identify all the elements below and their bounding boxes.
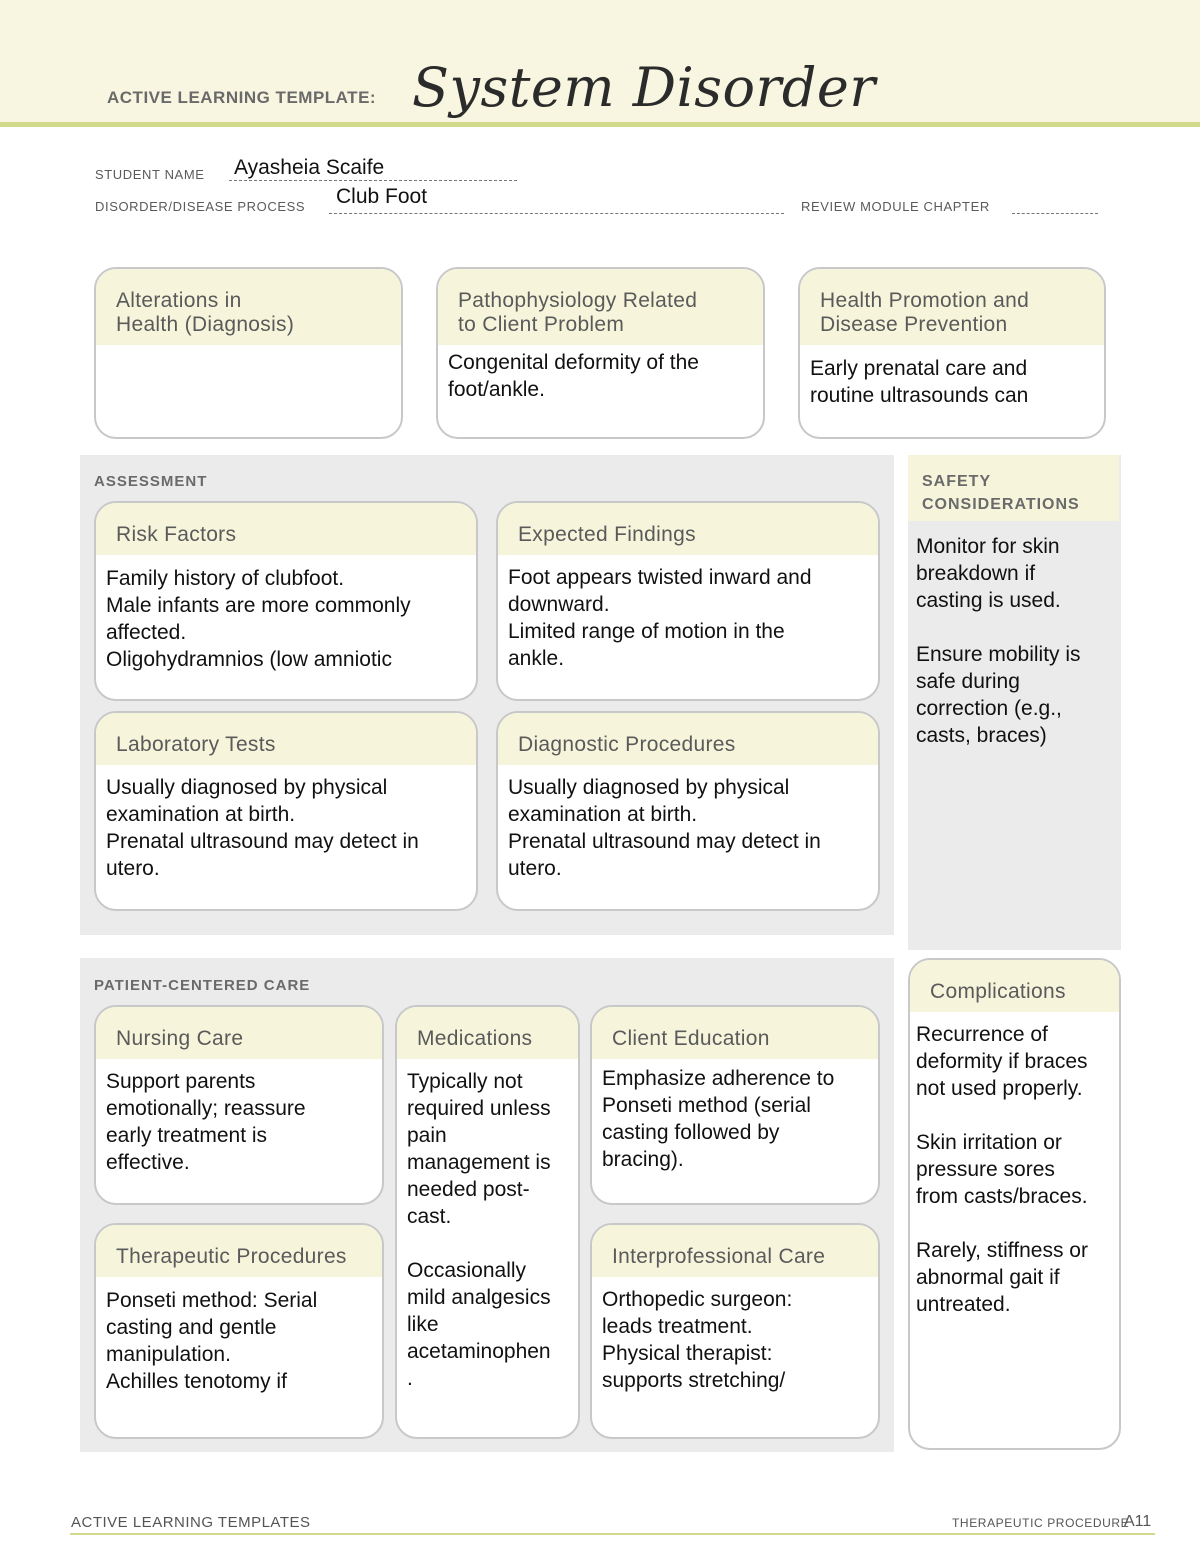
interprofessional-care-body[interactable]: Orthopedic surgeon: leads treatment. Physical therapist: supports stretching/ <box>602 1288 793 1392</box>
alterations-title: Alterations in Health (Diagnosis) <box>96 269 401 345</box>
footer-page-code: A11 <box>1124 1513 1152 1530</box>
risk-factors-body[interactable]: Family history of clubfoot. Male infants are more commonly affected. Oligohydramnios (low amniotic <box>106 567 411 671</box>
laboratory-tests-body[interactable]: Usually diagnosed by physical examination at birth. Prenatal ultrasound may detect in utero. <box>106 776 419 880</box>
patient-care-title: PATIENT-CENTERED CARE <box>94 977 311 994</box>
health-promotion-title: Health Promotion and Disease Prevention <box>800 269 1104 345</box>
laboratory-tests-box <box>94 711 478 911</box>
medications-box <box>395 1005 580 1439</box>
therapeutic-procedures-box <box>94 1223 384 1439</box>
disorder-value[interactable]: Club Foot <box>336 185 428 208</box>
header-rule <box>0 122 1200 127</box>
footer-right-label: THERAPEUTIC PROCEDURE <box>952 1516 1130 1530</box>
review-module-line[interactable] <box>1012 213 1098 214</box>
pathophysiology-title: Pathophysiology Related to Client Problem <box>438 269 763 345</box>
diagnostic-procedures-box <box>496 711 880 911</box>
client-education-body[interactable]: Emphasize adherence to Ponseti method (serial casting followed by bracing). <box>602 1067 835 1171</box>
disorder-label: DISORDER/DISEASE PROCESS <box>95 199 306 214</box>
pathophysiology-box <box>436 267 765 439</box>
assessment-title: ASSESSMENT <box>94 473 208 490</box>
medications-body[interactable]: Typically not required unless pain management is needed post- cast. Occasionally mild analgesics like acetaminophen . <box>407 1070 551 1390</box>
interprofessional-care-title: Interprofessional Care <box>592 1225 878 1277</box>
expected-findings-box <box>496 501 880 701</box>
client-education-title: Client Education <box>592 1007 878 1059</box>
risk-factors-title: Risk Factors <box>96 503 476 555</box>
pathophysiology-body[interactable]: Congenital deformity of the foot/ankle. <box>448 351 699 401</box>
therapeutic-procedures-body[interactable]: Ponseti method: Serial casting and gentle manipulation. Achilles tenotomy if <box>106 1289 318 1393</box>
alterations-box <box>94 267 403 439</box>
safety-title: SAFETY CONSIDERATIONS <box>908 455 1119 521</box>
review-module-label: REVIEW MODULE CHAPTER <box>801 199 990 214</box>
risk-factors-box <box>94 501 478 701</box>
interprofessional-care-box <box>590 1223 880 1439</box>
diagnostic-procedures-body[interactable]: Usually diagnosed by physical examination at birth. Prenatal ultrasound may detect in utero. <box>508 776 821 880</box>
laboratory-tests-title: Laboratory Tests <box>96 713 476 765</box>
expected-findings-body[interactable]: Foot appears twisted inward and downward. Limited range of motion in the ankle. <box>508 566 812 670</box>
nursing-care-title: Nursing Care <box>96 1007 382 1059</box>
health-promotion-body[interactable]: Early prenatal care and routine ultrasounds can <box>810 357 1029 407</box>
template-title: System Disorder <box>412 56 876 119</box>
student-name-line <box>229 180 517 181</box>
complications-body[interactable]: Recurrence of deformity if braces not used properly. Skin irritation or pressure sores from casts/braces. Rarely, stiffness or abnormal gait if untreated. <box>916 1023 1088 1316</box>
safety-body[interactable]: Monitor for skin breakdown if casting is used. Ensure mobility is safe during correction (e.g., casts, braces) <box>916 535 1081 747</box>
health-promotion-box <box>798 267 1106 439</box>
nursing-care-body[interactable]: Support parents emotionally; reassure early treatment is effective. <box>106 1070 306 1174</box>
complications-box <box>908 958 1121 1450</box>
footer-rule <box>70 1533 1155 1535</box>
complications-title: Complications <box>910 960 1119 1012</box>
footer-left-label: ACTIVE LEARNING TEMPLATES <box>71 1514 311 1531</box>
client-education-box <box>590 1005 880 1205</box>
therapeutic-procedures-title: Therapeutic Procedures <box>96 1225 382 1277</box>
student-name-value[interactable]: Ayasheia Scaife <box>234 156 385 179</box>
expected-findings-title: Expected Findings <box>498 503 878 555</box>
diagnostic-procedures-title: Diagnostic Procedures <box>498 713 878 765</box>
disorder-line <box>329 213 784 214</box>
nursing-care-box <box>94 1005 384 1205</box>
template-label: ACTIVE LEARNING TEMPLATE: <box>107 88 377 107</box>
student-name-label: STUDENT NAME <box>95 167 205 182</box>
alterations-body[interactable] <box>96 345 401 351</box>
medications-title: Medications <box>397 1007 578 1059</box>
